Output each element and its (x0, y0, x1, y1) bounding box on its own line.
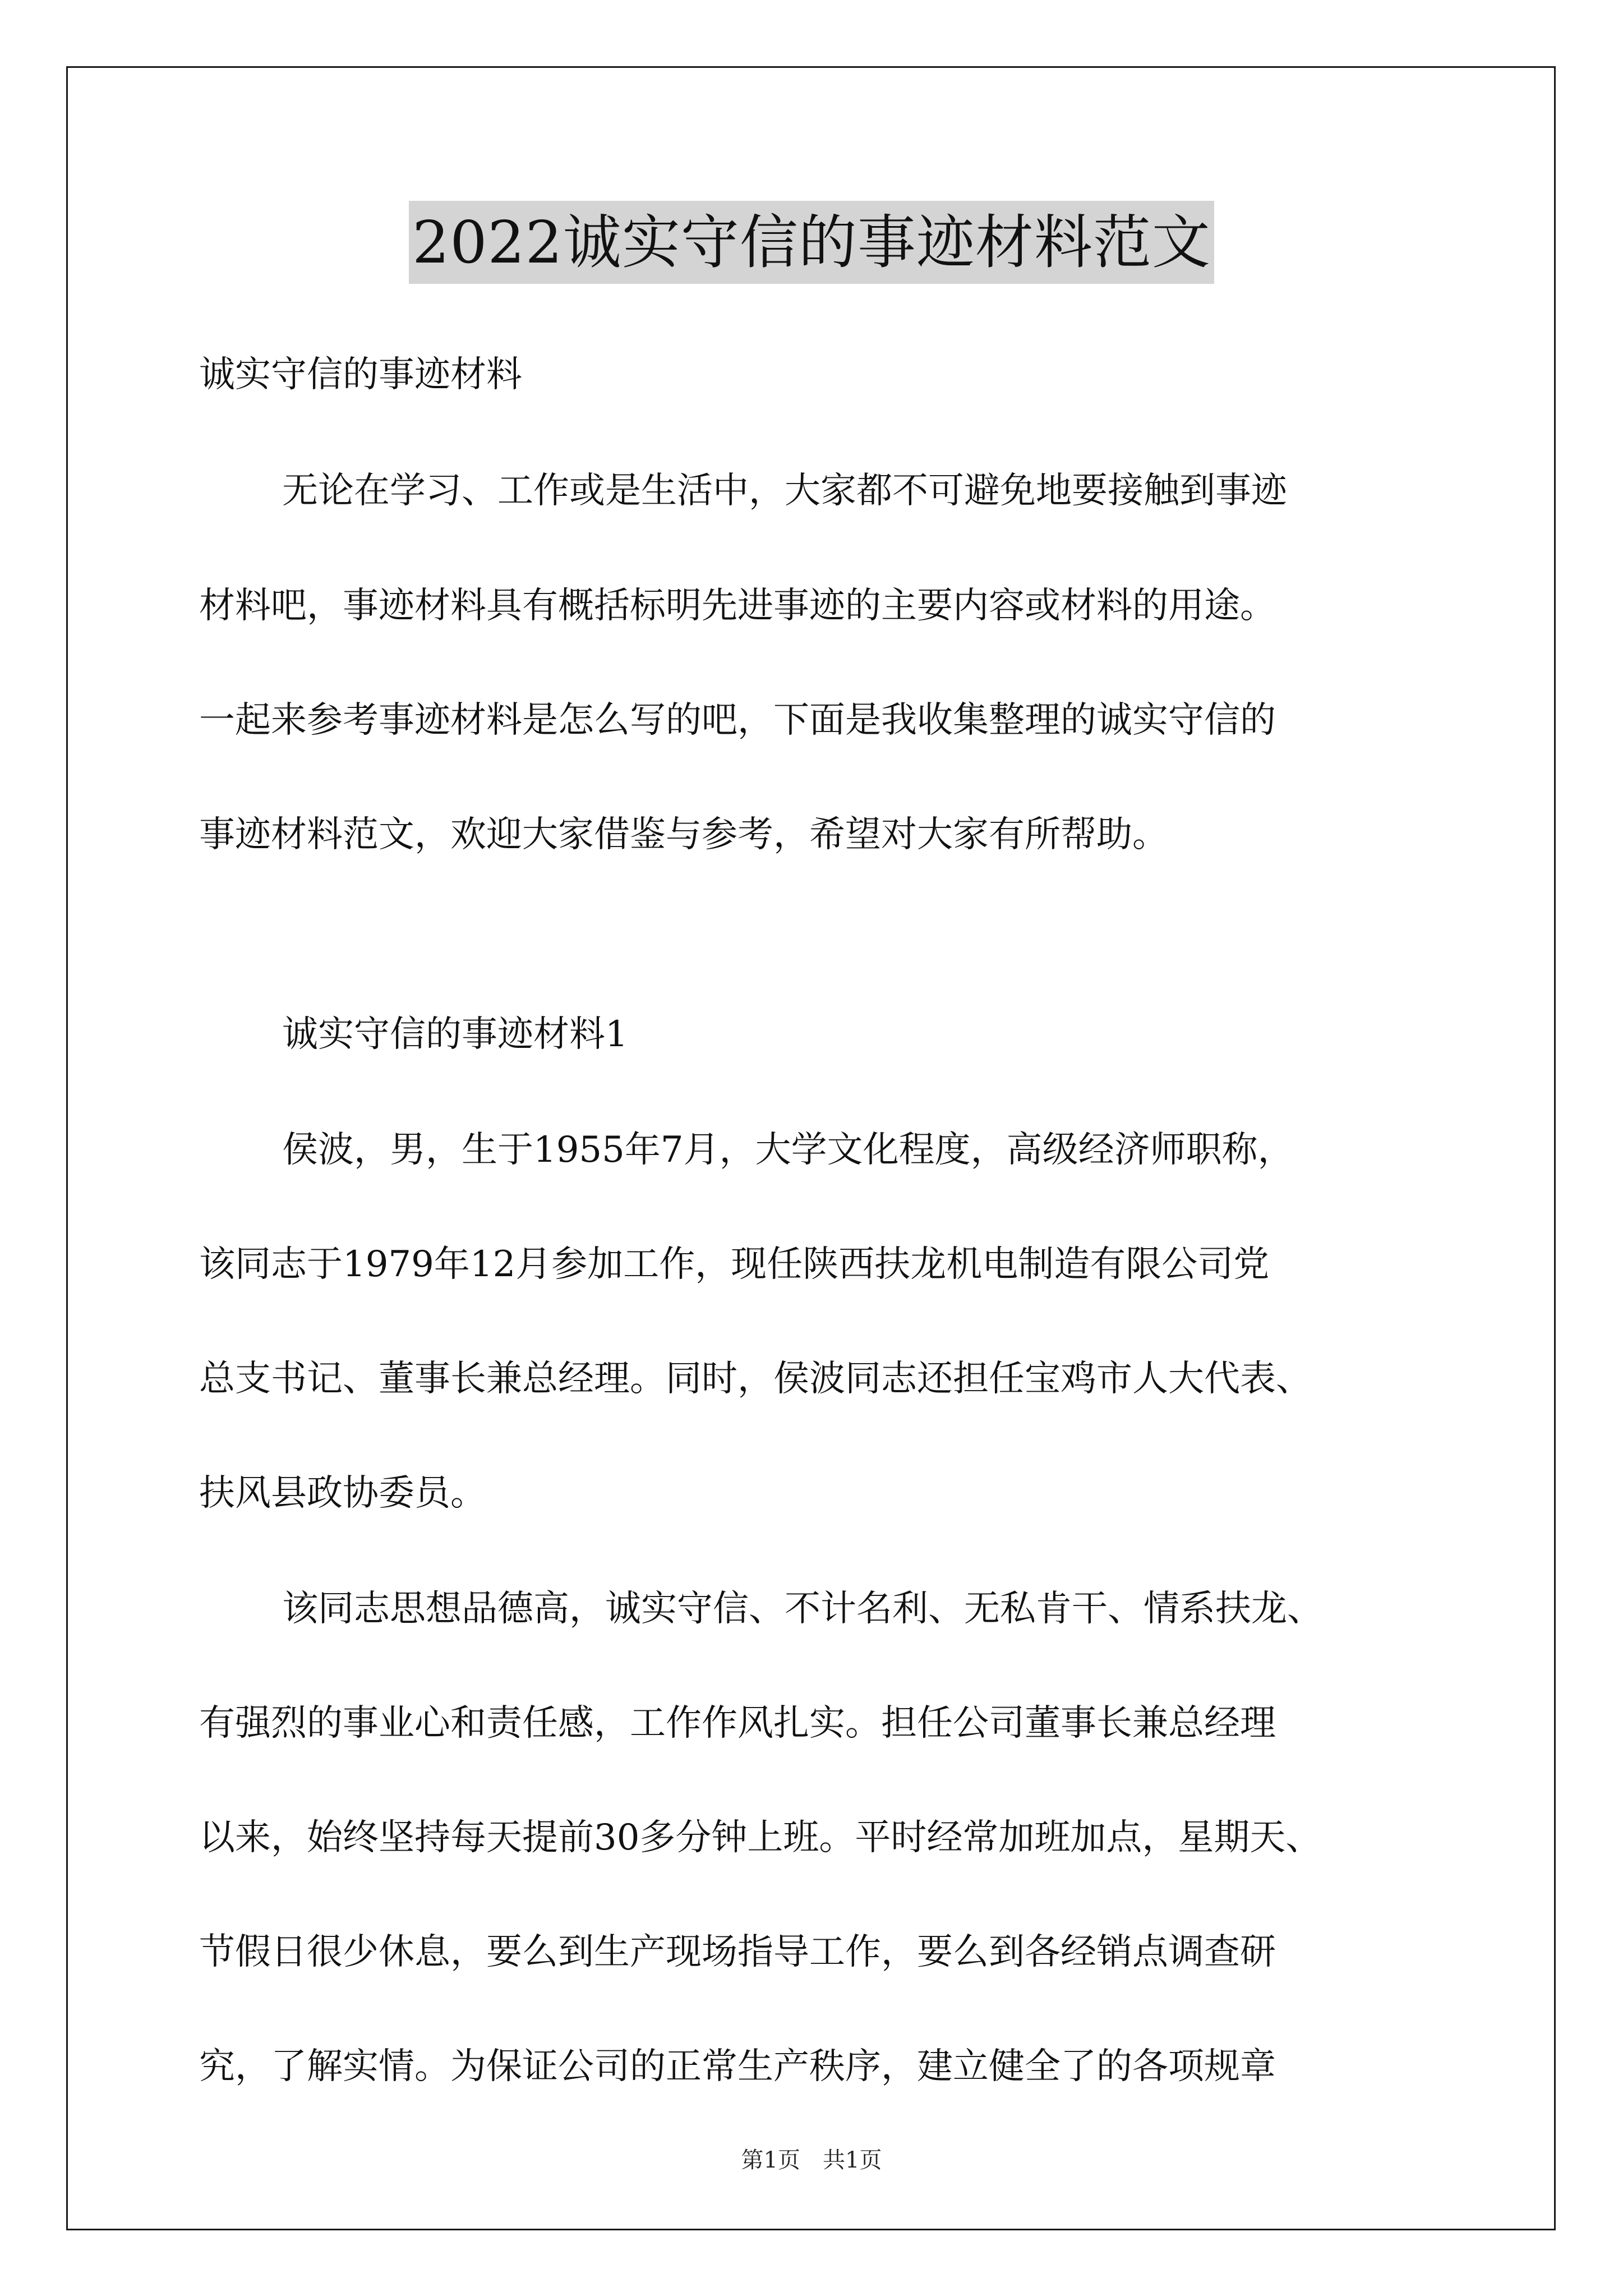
paragraph-line: 以来，始终坚持每天提前30多分钟上班。平时经常加班加点，星期天、 (199, 1817, 1322, 1858)
subsection-heading: 诚实守信的事迹材料1 (282, 1014, 628, 1055)
paragraph-line: 事迹材料范文，欢迎大家借鉴与参考，希望对大家有所帮助。 (199, 814, 1168, 855)
paragraph-line: 材料吧，事迹材料具有概括标明先进事迹的主要内容或材料的用途。 (199, 585, 1276, 627)
paragraph-line: 该同志思想品德高，诚实守信、不计名利、无私肯干、情系扶龙、 (282, 1588, 1323, 1630)
paragraph-line: 一起来参考事迹材料是怎么写的吧，下面是我收集整理的诚实守信的 (199, 700, 1276, 741)
paragraph-line: 总支书记、董事长兼总经理。同时，侯波同志还担任宝鸡市人大代表、 (199, 1358, 1312, 1400)
document-title: 2022诚实守信的事迹材料范文 (409, 201, 1214, 284)
paragraph-line: 究，了解实情。为保证公司的正常生产秩序，建立健全了的各项规章 (199, 2046, 1276, 2087)
paragraph-line: 有强烈的事业心和责任感，工作作风扎实。担任公司董事长兼总经理 (199, 1703, 1276, 1744)
paragraph-line: 无论在学习、工作或是生活中，大家都不可避免地要接触到事迹 (282, 470, 1287, 512)
section-heading: 诚实守信的事迹材料 (199, 354, 522, 395)
paragraph-line: 侯波，男，生于1955年7月，大学文化程度，高级经济师职称， (282, 1129, 1294, 1171)
page-number-footer: 第1页 共1页 (741, 2147, 882, 2173)
title-container (0, 201, 1623, 284)
paragraph-line: 扶风县政协委员。 (199, 1473, 486, 1514)
paragraph-line: 该同志于1979年12月参加工作，现任陕西扶龙机电制造有限公司党 (199, 1244, 1270, 1285)
paragraph-line: 节假日很少休息，要么到生产现场指导工作，要么到各经销点调查研 (199, 1931, 1276, 1973)
